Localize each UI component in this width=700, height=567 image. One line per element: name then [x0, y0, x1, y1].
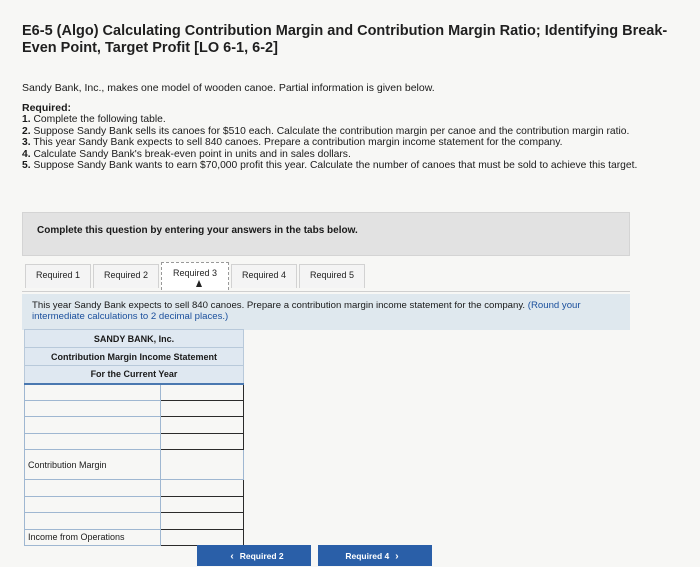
requirement-number: 5. [22, 160, 31, 172]
instruction-rounding-note: (Round your intermediate calculations to 2 decimal places.) [32, 300, 581, 322]
table-row [25, 480, 244, 497]
tab-instruction [22, 294, 630, 330]
requirement-item [22, 160, 692, 172]
tab-required-4[interactable]: Required 4 [231, 264, 297, 288]
requirement-number: 2. [22, 125, 31, 137]
next-button-label: Required 4 [345, 551, 390, 561]
complete-question-text: Complete this question by entering your answers in the tabs below. [37, 225, 358, 236]
table-row [25, 513, 244, 530]
tab-required-3[interactable]: Required 3 [161, 262, 229, 290]
line-item-amount-input[interactable] [161, 496, 244, 513]
statement-title: Contribution Margin Income Statement [25, 348, 244, 366]
tab-required-5[interactable]: Required 5 [299, 264, 365, 288]
line-item-label-input[interactable] [25, 433, 161, 450]
complete-question-banner [22, 212, 630, 256]
contribution-margin-amount-input[interactable] [161, 450, 244, 480]
chevron-right-icon: › [395, 551, 399, 562]
problem-title: E6-5 (Algo) Calculating Contribution Margin and Contribution Margin Ratio; Identifying Break-Even Point, Target Profit [LO 6-1, 6-2] [22, 23, 668, 56]
requirement-number: 3. [22, 137, 31, 149]
tab-required-2[interactable]: Required 2 [93, 264, 159, 288]
requirement-text: This year Sandy Bank expects to sell 840 canoes. Prepare a contribution margin income statement for the company. [33, 137, 563, 149]
table-row [25, 529, 244, 546]
line-item-label-input[interactable] [25, 496, 161, 513]
requirement-number: 1. [22, 114, 31, 125]
requirement-item [22, 149, 692, 161]
required-heading: Required: [22, 102, 72, 114]
requirement-text: Calculate Sandy Bank's break-even point in units and in sales dollars. [33, 148, 351, 160]
tab-required-1[interactable]: Required 1 [25, 264, 91, 288]
table-row [25, 496, 244, 513]
line-item-amount-input[interactable] [161, 480, 244, 497]
mouse-cursor-icon [196, 280, 202, 287]
line-item-amount-input[interactable] [161, 513, 244, 530]
chevron-left-icon: ‹ [230, 551, 234, 562]
table-row [25, 450, 244, 480]
line-item-amount-input[interactable] [161, 400, 244, 417]
requirement-number: 4. [22, 148, 31, 160]
requirement-tabs [22, 262, 630, 292]
previous-button-label: Required 2 [239, 551, 284, 561]
requirement-item [22, 114, 692, 126]
requirement-text: Complete the following table. [33, 114, 166, 125]
income-statement-table [24, 329, 244, 546]
line-item-label-input[interactable] [25, 513, 161, 530]
requirement-item [22, 126, 692, 138]
table-row [25, 417, 244, 434]
contribution-margin-label: Contribution Margin [25, 450, 161, 480]
line-item-label-input[interactable] [25, 384, 161, 401]
requirement-item [22, 137, 692, 149]
line-item-amount-input[interactable] [161, 384, 244, 401]
line-item-label-input[interactable] [25, 400, 161, 417]
income-from-operations-label: Income from Operations [25, 529, 161, 546]
instruction-text: This year Sandy Bank expects to sell 840 canoes. Prepare a contribution margin income statement for the company. [32, 300, 526, 311]
previous-required-button[interactable] [197, 545, 311, 566]
table-row [25, 433, 244, 450]
requirement-text: Suppose Sandy Bank sells its canoes for $510 each. Calculate the contribution margin per canoe and the contribution margin ratio. [33, 125, 630, 137]
line-item-label-input[interactable] [25, 417, 161, 434]
table-row [25, 384, 244, 401]
next-required-button[interactable] [318, 545, 432, 566]
table-row [25, 400, 244, 417]
line-item-label-input[interactable] [25, 480, 161, 497]
requirement-text: Suppose Sandy Bank wants to earn $70,000 profit this year. Calculate the number of canoes that must be sold to achieve this target. [33, 160, 638, 172]
requirements-list [22, 114, 692, 172]
statement-period: For the Current Year [25, 366, 244, 384]
line-item-amount-input[interactable] [161, 417, 244, 434]
income-from-operations-amount-input[interactable] [161, 529, 244, 546]
line-item-amount-input[interactable] [161, 433, 244, 450]
problem-intro: Sandy Bank, Inc., makes one model of wooden canoe. Partial information is given below. [22, 82, 435, 94]
statement-company-name: SANDY BANK, Inc. [25, 330, 244, 348]
